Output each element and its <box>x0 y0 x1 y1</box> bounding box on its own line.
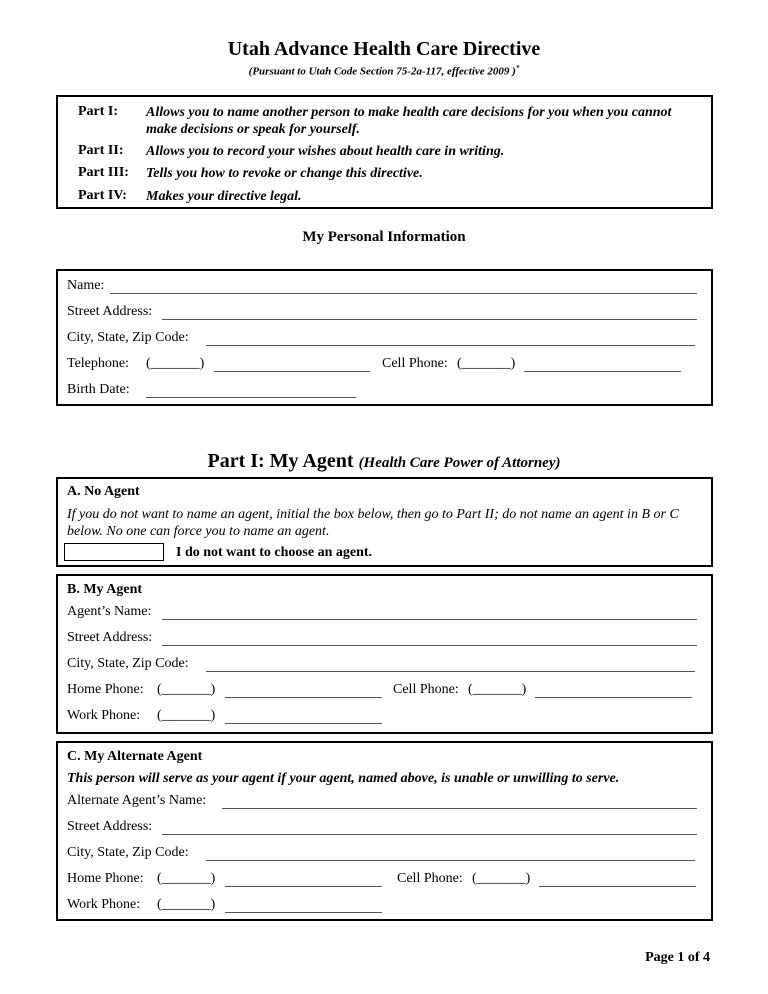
agent-city-field[interactable] <box>206 671 695 672</box>
street-field[interactable] <box>162 319 697 320</box>
subtitle-text: (Pursuant to Utah Code Section 75-2a-117, effective 2009 ) <box>248 65 516 78</box>
agent-street-label: Street Address: <box>67 630 153 645</box>
agent-name-field[interactable] <box>162 619 697 620</box>
telephone-area-code-field[interactable]: (_______) <box>146 356 205 371</box>
alternate-home-phone-field[interactable] <box>225 886 382 887</box>
alternate-work-area-code-field[interactable]: (_______) <box>157 897 216 912</box>
cell-phone-label: Cell Phone: <box>382 356 448 371</box>
part-label: Part IV: <box>78 188 127 203</box>
agent-street-field[interactable] <box>162 645 697 646</box>
alternate-city-label: City, State, Zip Code: <box>67 845 189 860</box>
part-label: Part II: <box>78 143 124 158</box>
page-title: Utah Advance Health Care Directive <box>227 38 541 60</box>
my-agent-heading: B. My Agent <box>67 582 143 597</box>
no-agent-box <box>56 477 713 567</box>
alternate-street-label: Street Address: <box>67 819 153 834</box>
agent-cell-area-code-field[interactable]: (_______) <box>468 682 527 697</box>
alternate-cell-phone-label: Cell Phone: <box>397 871 463 886</box>
alternate-agent-box <box>56 741 713 921</box>
cell-area-code-field[interactable]: (_______) <box>457 356 516 371</box>
part-description: Tells you how to revoke or change this directive. <box>146 166 423 181</box>
agent-home-area-code-field[interactable]: (_______) <box>157 682 216 697</box>
personal-info-heading: My Personal Information <box>302 229 466 245</box>
agent-cell-phone-label: Cell Phone: <box>393 682 459 697</box>
no-agent-instructions: If you do not want to name an agent, initial the box below, then go to Part II; do not name an agent in B or C below. No one can force you to name an agent. <box>67 507 679 539</box>
part-summary-row <box>78 188 698 206</box>
agent-home-phone-field[interactable] <box>225 697 382 698</box>
alternate-city-field[interactable] <box>206 860 695 861</box>
alternate-agent-note: This person will serve as your agent if your agent, named above, is unable or unwilling to serve. <box>67 771 620 786</box>
alternate-street-field[interactable] <box>162 834 697 835</box>
part-summary-row <box>78 165 698 183</box>
alternate-cell-area-code-field[interactable]: (_______) <box>472 871 531 886</box>
agent-name-label: Agent’s Name: <box>67 604 152 619</box>
page-number: Page 1 of 4 <box>645 950 710 965</box>
agent-cell-phone-field[interactable] <box>535 697 692 698</box>
part-summary-row <box>78 143 698 161</box>
agent-work-phone-label: Work Phone: <box>67 708 141 723</box>
city-label: City, State, Zip Code: <box>67 330 189 345</box>
no-agent-choice-label: I do not want to choose an agent. <box>176 545 373 560</box>
alternate-cell-phone-field[interactable] <box>539 886 696 887</box>
telephone-field[interactable] <box>214 371 370 372</box>
birth-date-field[interactable] <box>146 397 356 398</box>
name-label: Name: <box>67 278 105 293</box>
part-description: Makes your directive legal. <box>146 189 302 204</box>
alternate-home-area-code-field[interactable]: (_______) <box>157 871 216 886</box>
part1-subtitle: (Health Care Power of Attorney) <box>358 455 561 471</box>
parts-summary-box <box>56 95 713 209</box>
part-description: Allows you to record your wishes about health care in writing. <box>146 144 505 159</box>
part1-title: Part I: My Agent <box>207 450 359 472</box>
part-label: Part III: <box>78 165 129 180</box>
part-description: Allows you to name another person to make health care decisions for you when you cannot make decisions or speak for yourself. <box>146 105 672 137</box>
subtitle-footnote-mark: * <box>515 64 520 72</box>
alternate-agent-heading: C. My Alternate Agent <box>67 749 203 764</box>
agent-home-phone-label: Home Phone: <box>67 682 144 697</box>
alternate-home-phone-label: Home Phone: <box>67 871 144 886</box>
birth-date-label: Birth Date: <box>67 382 130 397</box>
agent-city-label: City, State, Zip Code: <box>67 656 189 671</box>
agent-work-area-code-field[interactable]: (_______) <box>157 708 216 723</box>
city-field[interactable] <box>206 345 695 346</box>
part-label: Part I: <box>78 104 119 119</box>
alternate-name-field[interactable] <box>222 808 697 809</box>
part1-heading <box>0 450 768 473</box>
alternate-name-label: Alternate Agent’s Name: <box>67 793 207 808</box>
telephone-label: Telephone: <box>67 356 129 371</box>
part-summary-row <box>78 104 698 140</box>
name-field[interactable] <box>110 293 697 294</box>
alternate-work-phone-field[interactable] <box>225 912 382 913</box>
initial-box[interactable] <box>64 543 164 561</box>
cell-phone-field[interactable] <box>524 371 681 372</box>
street-label: Street Address: <box>67 304 153 319</box>
agent-work-phone-field[interactable] <box>225 723 382 724</box>
personal-info-box <box>56 269 713 406</box>
no-agent-heading: A. No Agent <box>67 484 140 499</box>
my-agent-box <box>56 574 713 734</box>
alternate-work-phone-label: Work Phone: <box>67 897 141 912</box>
page-subtitle <box>0 64 768 78</box>
